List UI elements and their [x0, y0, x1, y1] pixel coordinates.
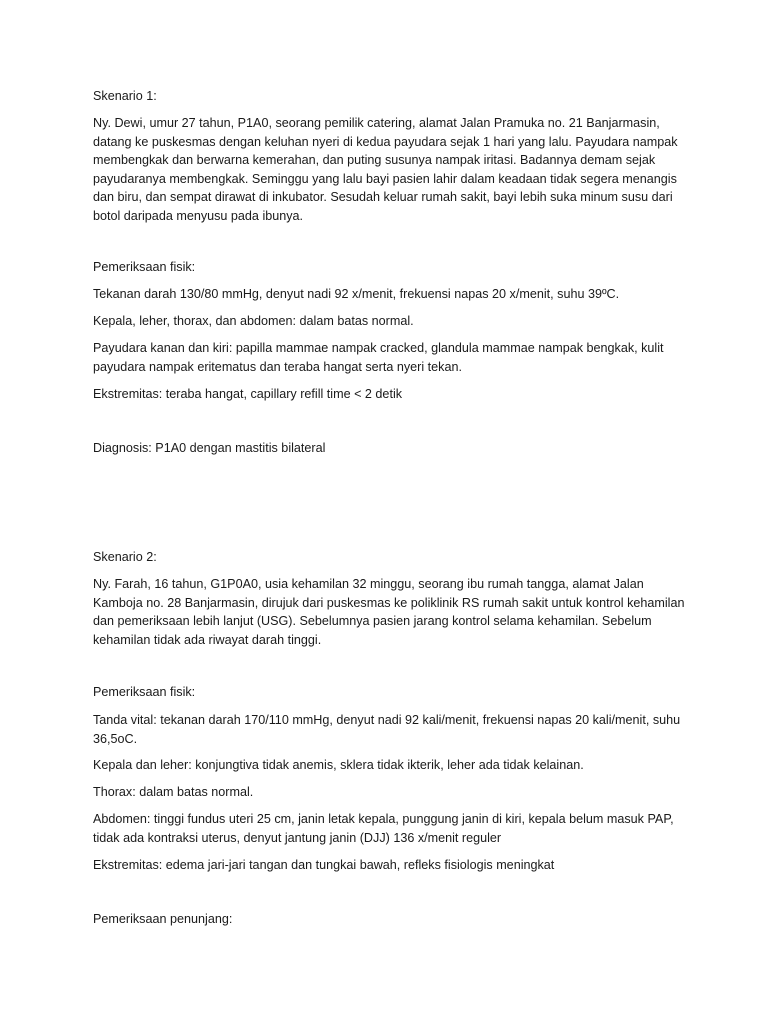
scenario1-exam-breast: Payudara kanan dan kiri: papilla mammae nampak cracked, glandula mammae nampak bengkak, kulit payudara nampak eritematus dan teraba hangat serta nyeri tekan. — [93, 341, 664, 374]
scenario2-exam-thorax: Thorax: dalam batas normal. — [93, 785, 254, 799]
scenario1-diagnosis: Diagnosis: P1A0 dengan mastitis bilateral — [93, 441, 326, 455]
scenario2-exam-head: Kepala dan leher: konjungtiva tidak anemis, sklera tidak ikterik, leher ada tidak kelainan. — [93, 758, 584, 772]
scenario2-heading: Skenario 2: — [93, 550, 157, 564]
scenario2-exam-heading: Pemeriksaan fisik: — [93, 685, 196, 699]
scenario1-exam-extremities: Ekstremitas: teraba hangat, capillary refill time < 2 detik — [93, 387, 403, 401]
scenario1-exam-head: Kepala, leher, thorax, dan abdomen: dalam batas normal. — [93, 314, 414, 328]
scenario2-exam-extremities: Ekstremitas: edema jari-jari tangan dan tungkai bawah, refleks fisiologis meningkat — [93, 858, 555, 872]
scenario1-body: Ny. Dewi, umur 27 tahun, P1A0, seorang pemilik catering, alamat Jalan Pramuka no. 21 Banjarmasin, datang ke puskesmas dengan keluhan nyeri di kedua payudara sejak 1 hari yang lalu. Payudara nampak membengkak dan berwarna kemerahan, dan puting susunya nampak iritasi. Badannya demam sejak payudaranya membengkak. Seminggu yang lalu bayi pasien lahir dalam keadaan tidak segera menangis dan biru, dan sempat dirawat di inkubator. Sesudah keluar rumah sakit, bayi lebih suka minum susu dari botol daripada menyusu pada ibunya. — [93, 116, 678, 223]
scenario1-exam-heading: Pemeriksaan fisik: — [93, 260, 196, 274]
scenario1-exam-vitals: Tekanan darah 130/80 mmHg, denyut nadi 92 x/menit, frekuensi napas 20 x/menit, suhu 39ºC. — [93, 287, 620, 301]
scenario1-heading: Skenario 1: — [93, 89, 157, 103]
scenario2-exam-abdomen: Abdomen: tinggi fundus uteri 25 cm, janin letak kepala, punggung janin di kiri, kepala belum masuk PAP, tidak ada kontraksi uterus, denyut jantung janin (DJJ) 136 x/menit reguler — [93, 812, 674, 845]
scenario2-exam-vitals: Tanda vital: tekanan darah 170/110 mmHg, denyut nadi 92 kali/menit, frekuensi napas 20 kali/menit, suhu 36,5oC. — [93, 713, 681, 746]
scenario2-support-heading: Pemeriksaan penunjang: — [93, 912, 233, 926]
scenario2-body: Ny. Farah, 16 tahun, G1P0A0, usia kehamilan 32 minggu, seorang ibu rumah tangga, alamat Jalan Kamboja no. 28 Banjarmasin, dirujuk dari puskesmas ke poliklinik RS rumah sakit untuk kontrol kehamilan dan pemeriksaan lebih lanjut (USG). Sebelumnya pasien jarang kontrol selama kehamilan. Sebelum kehamilan tidak ada riwayat darah tinggi. — [93, 577, 685, 647]
